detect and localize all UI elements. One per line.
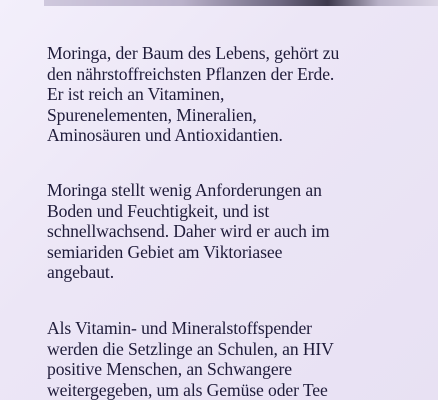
text-line: weitergegeben, um als Gemüse oder Tee bbox=[47, 379, 328, 400]
text-line: Spurenelementen, Mineralien, bbox=[47, 104, 257, 125]
top-image-strip bbox=[44, 0, 438, 6]
text-line: Er ist reich an Vitaminen, bbox=[47, 84, 225, 104]
text-line: Aminosäuren und Antioxidantien. bbox=[47, 125, 283, 145]
text-line: schnellwachsend. Daher wird er auch im bbox=[47, 221, 330, 241]
paragraph-moringa-intro bbox=[47, 43, 427, 146]
paragraph-moringa-distribution bbox=[47, 318, 427, 400]
text-line: positive Menschen, an Schwangere bbox=[47, 359, 292, 379]
text-line: Als Vitamin- und Mineralstoffspender bbox=[47, 318, 312, 338]
text-line: semiariden Gebiet am Viktoriasee bbox=[47, 241, 283, 262]
text-line: angebaut. bbox=[47, 262, 115, 282]
text-line: Moringa, der Baum des Lebens, gehört zu bbox=[47, 43, 340, 63]
text-line: Moringa stellt wenig Anforderungen an bbox=[47, 180, 322, 200]
text-line: den nährstoffreichsten Pflanzen der Erde. bbox=[47, 63, 335, 84]
text-line: Boden und Feuchtigkeit, und ist bbox=[47, 200, 270, 221]
text-line: werden die Setzlinge an Schulen, an HIV bbox=[47, 338, 334, 359]
paragraph-moringa-growth bbox=[47, 180, 427, 283]
